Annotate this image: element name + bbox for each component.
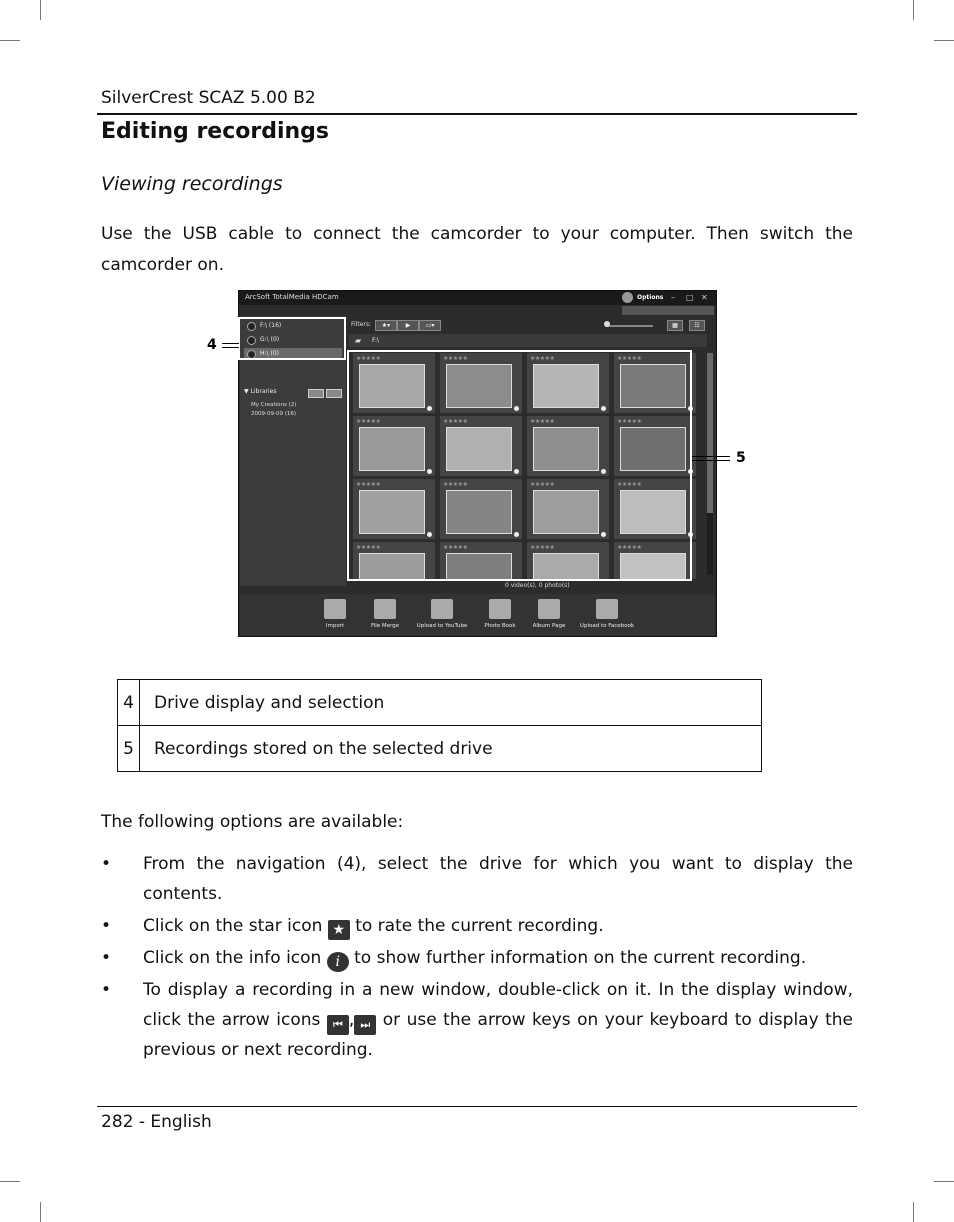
- star-rating[interactable]: ★★★★★: [356, 481, 381, 488]
- search-input[interactable]: [622, 306, 714, 315]
- tool-label: Upload to Facebook: [579, 623, 635, 629]
- star-rating[interactable]: ★★★★★: [443, 481, 468, 488]
- header-rule: [97, 113, 857, 115]
- upload-facebook-button[interactable]: [579, 599, 635, 629]
- options-button[interactable]: Options: [637, 294, 664, 301]
- list-item: [101, 943, 853, 973]
- album-page-button[interactable]: [521, 599, 577, 629]
- import-button[interactable]: [307, 599, 363, 629]
- status-text: 0 video(s), 0 photo(s): [505, 582, 570, 589]
- bullet-text: to rate the current recording.: [355, 916, 604, 936]
- star-rating[interactable]: ★★★★★: [356, 418, 381, 425]
- detail-view-button[interactable]: ☷: [689, 320, 705, 331]
- star-icon: ★: [328, 920, 350, 940]
- list-view-button[interactable]: [308, 389, 324, 398]
- next-arrow-icon: ⏭: [354, 1015, 376, 1035]
- bullet-text: or use the arrow keys on your keyboard to display the previous or next recording.: [143, 1010, 854, 1060]
- grid-view-button[interactable]: [326, 389, 342, 398]
- callout-box-drives: [238, 317, 346, 360]
- photo-book-icon: [489, 599, 511, 619]
- play-filter-button[interactable]: ▶: [397, 320, 419, 331]
- legend-text: Drive display and selection: [140, 680, 762, 726]
- crop-mark: [934, 1181, 954, 1182]
- star-rating[interactable]: ★★★★★: [443, 544, 468, 551]
- legend-number: 5: [118, 726, 140, 772]
- crop-mark: [913, 1202, 914, 1222]
- facebook-icon: [596, 599, 618, 619]
- list-item: [101, 975, 853, 1065]
- star-rating[interactable]: ★★★★★: [443, 418, 468, 425]
- path-bar: [349, 334, 707, 347]
- app-title: ArcSoft TotalMedia HDCam: [245, 293, 339, 301]
- libraries-label: Libraries: [250, 388, 277, 395]
- table-row: [118, 680, 762, 726]
- star-rating[interactable]: ★★★★★: [530, 418, 555, 425]
- app-titlebar: [239, 291, 716, 305]
- list-item: [101, 849, 853, 909]
- callout-line: [692, 456, 730, 461]
- intro-paragraph: Use the USB cable to connect the camcorder to your computer. Then switch the camcorder on.: [101, 224, 853, 275]
- callout-line: [222, 343, 239, 348]
- filters-label: Filters:: [351, 321, 372, 328]
- tool-label: Album Page: [532, 623, 566, 629]
- library-item[interactable]: My Creations (2): [251, 402, 297, 408]
- star-rating[interactable]: ★★★★★: [530, 481, 555, 488]
- star-rating[interactable]: ★★★★★: [617, 481, 642, 488]
- star-rating[interactable]: ★★★★★: [617, 418, 642, 425]
- options-icon[interactable]: [622, 292, 633, 303]
- legend-number: 4: [118, 680, 140, 726]
- bullet-text: Click on the info icon: [143, 948, 322, 968]
- options-intro: The following options are available:: [101, 812, 404, 832]
- large-view-button[interactable]: ▦: [667, 320, 683, 331]
- callout-number: 4: [207, 337, 217, 353]
- crop-mark: [40, 0, 41, 20]
- callout-number: 5: [736, 450, 746, 466]
- tool-label: Photo Book: [484, 623, 516, 629]
- drive-item[interactable]: F:\ (16): [244, 320, 342, 332]
- legend-table: [117, 679, 762, 772]
- path-text: F:\: [372, 337, 380, 344]
- legend-text: Recordings stored on the selected drive: [140, 726, 762, 772]
- import-icon: [324, 599, 346, 619]
- bullet-text: To display a recording in a new window, double-click on it. In the display window, click the arrow icons: [143, 980, 853, 1030]
- folder-icon: ▰: [355, 336, 362, 345]
- album-page-icon: [538, 599, 560, 619]
- zoom-slider[interactable]: [605, 325, 653, 327]
- previous-arrow-icon: ⏮: [327, 1015, 349, 1035]
- scrollbar-thumb[interactable]: [707, 353, 713, 513]
- drive-item[interactable]: G:\ (0): [244, 334, 342, 346]
- tool-label: Upload to YouTube: [416, 623, 468, 629]
- bullet-text: to show further information on the current recording.: [354, 948, 807, 968]
- maximize-icon[interactable]: □: [686, 293, 694, 302]
- crop-mark: [0, 1181, 20, 1182]
- info-icon: i: [327, 952, 349, 972]
- callout-box-recordings: [347, 350, 692, 581]
- bullet-text: From the navigation (4), select the drive for which you want to display the contents.: [143, 854, 853, 904]
- page-number: 282 - English: [101, 1112, 212, 1132]
- bullet-list: [101, 849, 853, 1067]
- youtube-icon: [431, 599, 453, 619]
- upload-youtube-button[interactable]: [414, 599, 470, 629]
- list-item: [101, 911, 853, 941]
- tool-label: Import: [325, 623, 345, 629]
- star-rating[interactable]: ★★★★★: [617, 355, 642, 362]
- drive-item-selected[interactable]: H:\ (0): [244, 348, 342, 360]
- photo-book-button[interactable]: [472, 599, 528, 629]
- star-rating[interactable]: ★★★★★: [356, 544, 381, 551]
- bullet-text: Click on the star icon: [143, 916, 323, 936]
- library-item[interactable]: 2009-09-09 (16): [251, 411, 297, 417]
- crop-mark: [913, 0, 914, 20]
- chevron-down-icon: ▼: [244, 388, 251, 395]
- crop-mark: [934, 40, 954, 41]
- screen-filter-button[interactable]: ▭▾: [419, 320, 441, 331]
- zoom-slider-handle[interactable]: [604, 321, 610, 327]
- crop-mark: [0, 40, 20, 41]
- section-subtitle: Viewing recordings: [101, 173, 283, 195]
- star-rating[interactable]: ★★★★★: [530, 544, 555, 551]
- minimize-icon[interactable]: –: [671, 293, 675, 302]
- crop-mark: [40, 1202, 41, 1222]
- star-rating[interactable]: ★★★★★: [617, 544, 642, 551]
- close-icon[interactable]: ✕: [701, 293, 708, 302]
- table-row: [118, 726, 762, 772]
- page-title: Editing recordings: [101, 119, 330, 144]
- tool-label: File Merge: [370, 623, 400, 629]
- star-rating[interactable]: ★★★★★: [356, 355, 381, 362]
- star-rating[interactable]: ★★★★★: [443, 355, 468, 362]
- separator: ,: [348, 1010, 355, 1030]
- file-merge-button[interactable]: [357, 599, 413, 629]
- star-rating[interactable]: ★★★★★: [530, 355, 555, 362]
- star-filter-button[interactable]: ★▾: [375, 320, 397, 331]
- running-header: SilverCrest SCAZ 5.00 B2: [101, 88, 316, 108]
- file-merge-icon: [374, 599, 396, 619]
- footer-rule: [97, 1106, 857, 1107]
